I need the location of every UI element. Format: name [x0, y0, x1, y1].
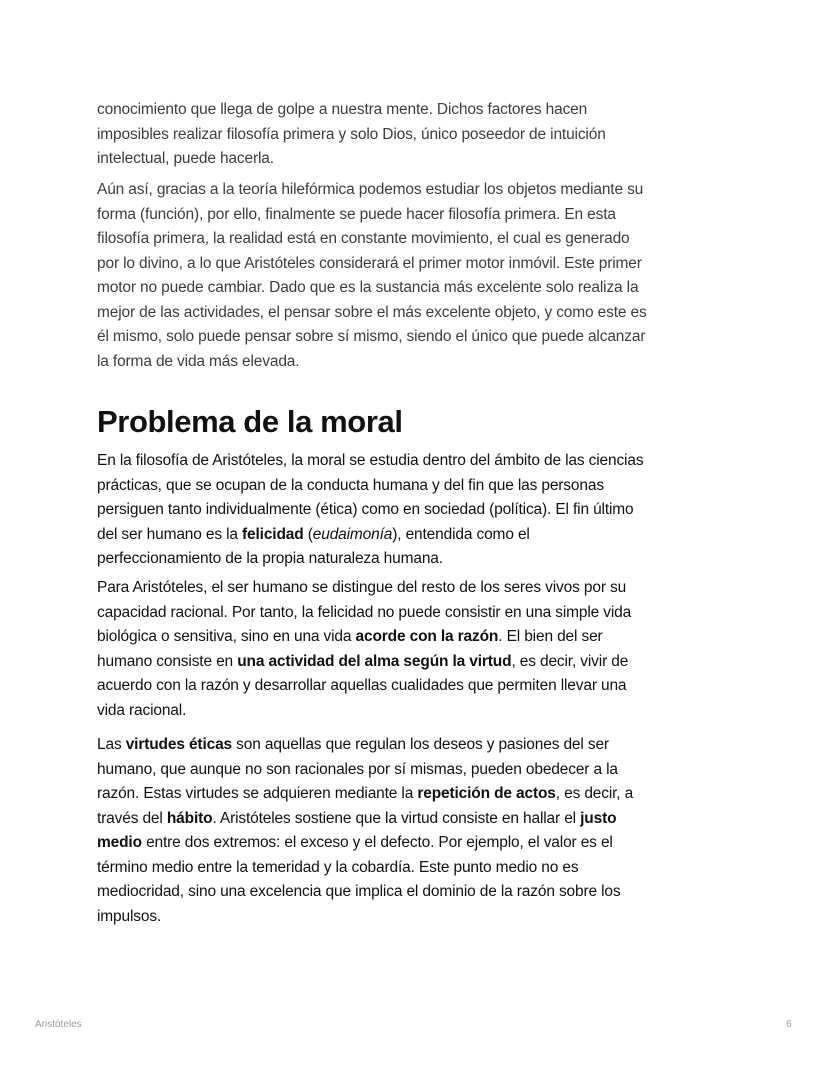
- text-line: [97, 601, 631, 626]
- italic-text: eudaimonía: [312, 525, 393, 543]
- bold-text: una actividad del alma según la virtud: [237, 652, 512, 670]
- text-line: [97, 325, 647, 350]
- bold-text: felicidad: [242, 525, 304, 543]
- section-heading: Problema de la moral: [97, 404, 403, 439]
- text-line: [97, 123, 606, 148]
- text-run: Las: [97, 736, 126, 753]
- text-run: En la filosofía de Aristóteles, la moral se estudia dentro del ámbito de las ciencias: [97, 452, 644, 469]
- text-run: persiguen tanto individualmente (ética) como en sociedad (política). El fin último: [97, 501, 634, 518]
- text-run: (: [303, 525, 313, 543]
- text-run: motor no puede cambiar. Dado que es la sustancia más excelente solo realiza la: [97, 279, 639, 296]
- text-run: término medio entre la temeridad y la cobardía. Este punto medio no es: [97, 858, 579, 876]
- text-line: [97, 203, 647, 228]
- text-line: [97, 227, 647, 252]
- text-line: [97, 98, 606, 123]
- text-line: [97, 147, 606, 172]
- paragraph: [97, 449, 643, 572]
- text-run: Para Aristóteles, el ser humano se distingue del resto de los seres vivos por su: [97, 579, 627, 596]
- paragraph: [97, 178, 647, 374]
- text-line: [97, 905, 633, 930]
- text-run: prácticas, que se ocupan de la conducta humana y del fin que las personas: [97, 476, 604, 494]
- text-run: por lo divino, a lo que Aristóteles considerará el primer motor inmóvil. Este primer: [97, 254, 642, 272]
- text-run: humano, que aunque no son racionales por sí mismas, pueden obedecer a la: [97, 760, 618, 778]
- text-run: la forma de vida más elevada.: [97, 352, 300, 370]
- text-run: imposibles realizar filosofía primera y solo Dios, único poseedor de intuición: [97, 125, 606, 143]
- bold-text: repetición de actos: [417, 785, 556, 802]
- text-line: [97, 498, 643, 523]
- text-line: [97, 449, 643, 474]
- text-line: [97, 807, 633, 832]
- bold-text: justo: [580, 809, 617, 827]
- text-line: [97, 301, 647, 326]
- bold-text: acorde con la razón: [355, 628, 499, 645]
- text-run: son aquellas que regulan los deseos y pasiones del ser: [232, 736, 609, 753]
- text-line: [97, 276, 647, 301]
- text-line: [97, 252, 647, 277]
- footer-document-title: Aristóteles: [35, 1019, 82, 1030]
- text-line: [97, 350, 647, 375]
- text-run: Aún así, gracias a la teoría hilefórmica podemos estudiar los objetos mediante su: [97, 181, 644, 198]
- text-run: humano consiste en: [97, 652, 238, 670]
- text-run: biológica o sensitiva, sino en una vida: [97, 628, 356, 645]
- text-line: [97, 831, 633, 856]
- text-line: [97, 547, 643, 572]
- text-line: [97, 733, 633, 758]
- text-run: ), entendida como el: [392, 525, 530, 543]
- text-run: , es decir, vivir de: [511, 652, 629, 670]
- text-line: [97, 625, 631, 650]
- text-run: acuerdo con la razón y desarrollar aquellas cualidades que permiten llevar una: [97, 677, 627, 694]
- text-run: . El bien del ser: [498, 628, 603, 645]
- text-line: [97, 699, 631, 724]
- text-run: forma (función), por ello, finalmente se puede hacer filosofía primera. En esta: [97, 205, 616, 223]
- text-line: [97, 474, 643, 499]
- bold-text: hábito: [166, 809, 213, 827]
- text-line: [97, 523, 643, 548]
- text-line: [97, 782, 633, 807]
- text-run: vida racional.: [97, 701, 187, 719]
- text-run: razón. Estas virtudes se adquieren mediante la: [97, 785, 418, 802]
- text-run: . Aristóteles sostiene que la virtud consiste en hallar el: [212, 809, 581, 827]
- text-run: , es decir, a: [555, 785, 634, 802]
- text-run: mediocridad, sino una excelencia que implica el dominio de la razón sobre los: [97, 883, 621, 900]
- paragraph: [97, 98, 606, 172]
- text-line: [97, 758, 633, 783]
- footer-page-number: 6: [786, 1019, 792, 1030]
- bold-text: medio: [97, 834, 142, 851]
- text-run: impulsos.: [97, 907, 162, 925]
- text-run: mejor de las actividades, el pensar sobre el más excelente objeto, y como este es: [97, 303, 647, 321]
- text-run: del ser humano es la: [97, 525, 243, 543]
- text-line: [97, 178, 647, 203]
- bold-text: virtudes éticas: [125, 736, 233, 753]
- text-run: filosofía primera, la realidad está en constante movimiento, el cual es generado: [97, 230, 630, 247]
- text-run: capacidad racional. Por tanto, la felicidad no puede consistir en una simple vida: [97, 603, 632, 621]
- paragraph: [97, 733, 633, 929]
- paragraph: [97, 576, 631, 723]
- text-line: [97, 880, 633, 905]
- text-line: [97, 576, 631, 601]
- text-run: perfeccionamiento de la propia naturaleza humana.: [97, 550, 443, 567]
- text-run: intelectual, puede hacerla.: [97, 150, 274, 167]
- text-line: [97, 674, 631, 699]
- text-run: conocimiento que llega de golpe a nuestra mente. Dichos factores hacen: [97, 101, 588, 118]
- text-run: entre dos extremos: el exceso y el defecto. Por ejemplo, el valor es el: [141, 834, 613, 851]
- text-run: él mismo, solo puede pensar sobre sí mismo, siendo el único que puede alcanzar: [97, 328, 646, 345]
- text-line: [97, 856, 633, 881]
- text-line: [97, 650, 631, 675]
- text-run: través del: [97, 809, 167, 827]
